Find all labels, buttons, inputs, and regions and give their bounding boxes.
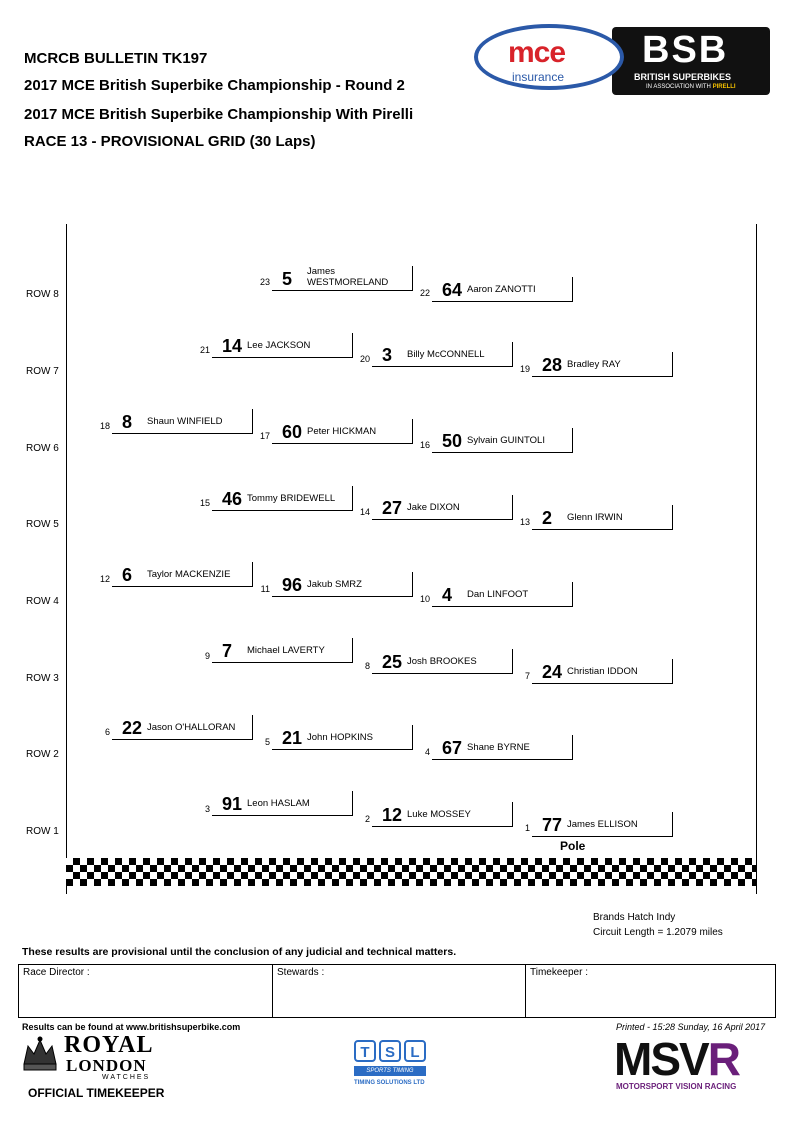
grid-position: 16 xyxy=(419,440,430,450)
rider-name: Taylor MACKENZIE xyxy=(147,569,231,580)
bulletin-title: MCRCB BULLETIN TK197 xyxy=(24,50,208,67)
grid-slot xyxy=(532,659,673,684)
championship-title: 2017 MCE British Superbike Championship With Pirelli xyxy=(24,106,414,123)
rider-name: James WESTMORELAND xyxy=(307,266,389,288)
results-url: Results can be found at www.britishsuperbike.com xyxy=(22,1022,241,1032)
row-label: ROW 7 xyxy=(26,366,59,377)
grid-position: 17 xyxy=(259,431,270,441)
grid-position: 20 xyxy=(359,354,370,364)
grid-position: 11 xyxy=(260,584,270,594)
grid-position: 10 xyxy=(419,594,430,604)
grid-position: 19 xyxy=(519,364,530,374)
grid-position: 14 xyxy=(359,507,370,517)
grid-slot xyxy=(532,812,673,837)
rider-number: 7 xyxy=(222,641,233,661)
mce-logo-sub: insurance xyxy=(512,70,565,84)
royal-london-london: LONDON xyxy=(66,1056,147,1075)
grid-slot xyxy=(272,572,413,597)
timekeeper-cell xyxy=(526,965,775,1017)
printed-timestamp: Printed - 15:28 Sunday, 16 April 2017 xyxy=(616,1022,766,1032)
rider-number: 67 xyxy=(442,738,463,758)
grid-slot xyxy=(212,333,353,358)
tsl-letter: S xyxy=(379,1040,401,1062)
rider-number: 5 xyxy=(282,269,293,289)
grid-position: 13 xyxy=(519,517,530,527)
rider-number: 4 xyxy=(442,585,453,605)
rider-name: John HOPKINS xyxy=(307,732,373,743)
rider-name: Sylvain GUINTOLI xyxy=(467,435,545,446)
rider-number: 14 xyxy=(222,336,243,356)
rider-number: 3 xyxy=(382,345,393,365)
rider-name: Jake DIXON xyxy=(407,502,460,513)
pole-label: Pole xyxy=(560,839,586,853)
grid-slot xyxy=(272,266,413,291)
grid-position: 5 xyxy=(264,737,270,747)
royal-london-royal: ROYAL xyxy=(64,1032,154,1058)
grid-slot xyxy=(532,352,673,377)
stewards-label: Stewards : xyxy=(277,967,325,978)
mce-insurance-logo xyxy=(474,24,624,90)
rider-name: Jason O'HALLORAN xyxy=(147,722,236,733)
grid-slot xyxy=(432,428,573,453)
grid-position: 3 xyxy=(204,804,210,814)
row-label: ROW 6 xyxy=(26,443,59,454)
grid-slot xyxy=(532,505,673,530)
grid-slot xyxy=(112,409,253,434)
row-label: ROW 4 xyxy=(26,596,59,607)
rider-name: Tommy BRIDEWELL xyxy=(247,493,336,504)
disclaimer: These results are provisional until the conclusion of any judicial and technical matters. xyxy=(22,946,457,958)
rider-number: 27 xyxy=(382,498,403,518)
timekeeper-label: Timekeeper : xyxy=(530,967,588,978)
grid-slot xyxy=(372,802,513,827)
grid-position: 2 xyxy=(364,814,370,824)
grid-slot xyxy=(432,277,573,302)
rider-name: Christian IDDON xyxy=(567,666,638,677)
rider-name: James ELLISON xyxy=(567,819,638,830)
grid-slot xyxy=(432,735,573,760)
mce-logo-main: mce xyxy=(508,36,566,69)
rider-name: Luke MOSSEY xyxy=(407,809,471,820)
signature-box xyxy=(18,964,776,1018)
rider-number: 8 xyxy=(122,412,133,432)
grid-slot xyxy=(212,486,353,511)
grid-right-border xyxy=(756,224,757,894)
official-timekeeper-label: OFFICIAL TIMEKEEPER xyxy=(28,1086,165,1100)
rider-number: 46 xyxy=(222,489,243,509)
grid-position: 21 xyxy=(199,345,210,355)
rider-number: 24 xyxy=(542,662,563,682)
rider-number: 91 xyxy=(222,794,243,814)
row-label: ROW 3 xyxy=(26,673,59,684)
crown-icon xyxy=(20,1034,60,1074)
row-label: ROW 1 xyxy=(26,826,59,837)
circuit-length: Circuit Length = 1.2079 miles xyxy=(593,927,723,938)
grid-position: 7 xyxy=(524,671,530,681)
grid-position: 22 xyxy=(419,288,430,298)
rider-number: 60 xyxy=(282,422,303,442)
rider-number: 50 xyxy=(442,431,463,451)
tsl-logo xyxy=(352,1040,432,1092)
rider-number: 28 xyxy=(542,355,563,375)
tsl-band: SPORTS TIMING xyxy=(354,1066,426,1076)
rider-name: Aaron ZANOTTI xyxy=(467,284,536,295)
rider-number: 77 xyxy=(542,815,563,835)
rider-name: Dan LINFOOT xyxy=(467,589,529,600)
grid-position: 6 xyxy=(104,727,110,737)
checkered-flag-line xyxy=(66,858,756,886)
tsl-letter: L xyxy=(404,1040,426,1062)
grid-slot xyxy=(432,582,573,607)
grid-slot xyxy=(112,715,253,740)
grid-slot xyxy=(212,638,353,663)
bsb-logo-sub: BRITISH SUPERBIKES xyxy=(634,72,732,82)
rider-name: Billy McCONNELL xyxy=(407,349,485,360)
bsb-logo-assoc: IN ASSOCIATION WITH PIRELLI xyxy=(646,84,736,90)
row-label: ROW 8 xyxy=(26,289,59,300)
royal-london-watches: WATCHES xyxy=(102,1074,151,1081)
grid-position: 1 xyxy=(524,823,530,833)
rider-number: 21 xyxy=(282,728,303,748)
round-title: 2017 MCE British Superbike Championship - Round 2 xyxy=(24,77,405,94)
grid-position: 8 xyxy=(364,661,370,671)
grid-position: 12 xyxy=(99,574,110,584)
rider-number: 12 xyxy=(382,805,403,825)
grid-left-border xyxy=(66,224,67,894)
race-director-cell xyxy=(19,965,273,1017)
grid-position: 23 xyxy=(259,277,270,287)
rider-name: Shaun WINFIELD xyxy=(147,416,223,427)
tsl-letter: T xyxy=(354,1040,376,1062)
msvr-logo-main: MSVR xyxy=(614,1033,739,1085)
rider-name: Michael LAVERTY xyxy=(247,645,325,656)
race-title: RACE 13 - PROVISIONAL GRID (30 Laps) xyxy=(24,133,316,150)
rider-name: Leon HASLAM xyxy=(247,798,310,809)
rider-name: Peter HICKMAN xyxy=(307,426,377,437)
grid-slot xyxy=(212,791,353,816)
rider-number: 96 xyxy=(282,575,303,595)
grid-position: 15 xyxy=(199,498,210,508)
msvr-logo-sub: MOTORSPORT VISION RACING xyxy=(616,1082,737,1091)
grid-slot xyxy=(372,649,513,674)
race-director-label: Race Director : xyxy=(23,967,90,978)
grid-position: 18 xyxy=(99,421,110,431)
rider-number: 2 xyxy=(542,508,553,528)
grid-slot xyxy=(272,419,413,444)
rider-name: Jakub SMRZ xyxy=(307,579,362,590)
rider-name: Bradley RAY xyxy=(567,359,621,370)
tsl-sub: TIMING SOLUTIONS LTD xyxy=(354,1080,425,1086)
rider-number: 6 xyxy=(122,565,133,585)
circuit-name: Brands Hatch Indy xyxy=(593,912,676,923)
grid-position: 4 xyxy=(424,747,430,757)
bsb-logo xyxy=(612,27,770,95)
row-label: ROW 2 xyxy=(26,749,59,760)
grid-position: 9 xyxy=(204,651,210,661)
grid-slot xyxy=(272,725,413,750)
row-label: ROW 5 xyxy=(26,519,59,530)
msvr-logo xyxy=(614,1033,776,1092)
rider-number: 64 xyxy=(442,280,463,300)
bsb-logo-main: BSB xyxy=(642,29,729,71)
grid-slot xyxy=(372,495,513,520)
stewards-cell xyxy=(273,965,526,1017)
rider-name: Josh BROOKES xyxy=(407,656,477,667)
rider-name: Shane BYRNE xyxy=(467,742,530,753)
rider-name: Lee JACKSON xyxy=(247,340,311,351)
grid-slot xyxy=(372,342,513,367)
rider-name: Glenn IRWIN xyxy=(567,512,623,523)
rider-number: 25 xyxy=(382,652,403,672)
grid-slot xyxy=(112,562,253,587)
rider-number: 22 xyxy=(122,718,143,738)
